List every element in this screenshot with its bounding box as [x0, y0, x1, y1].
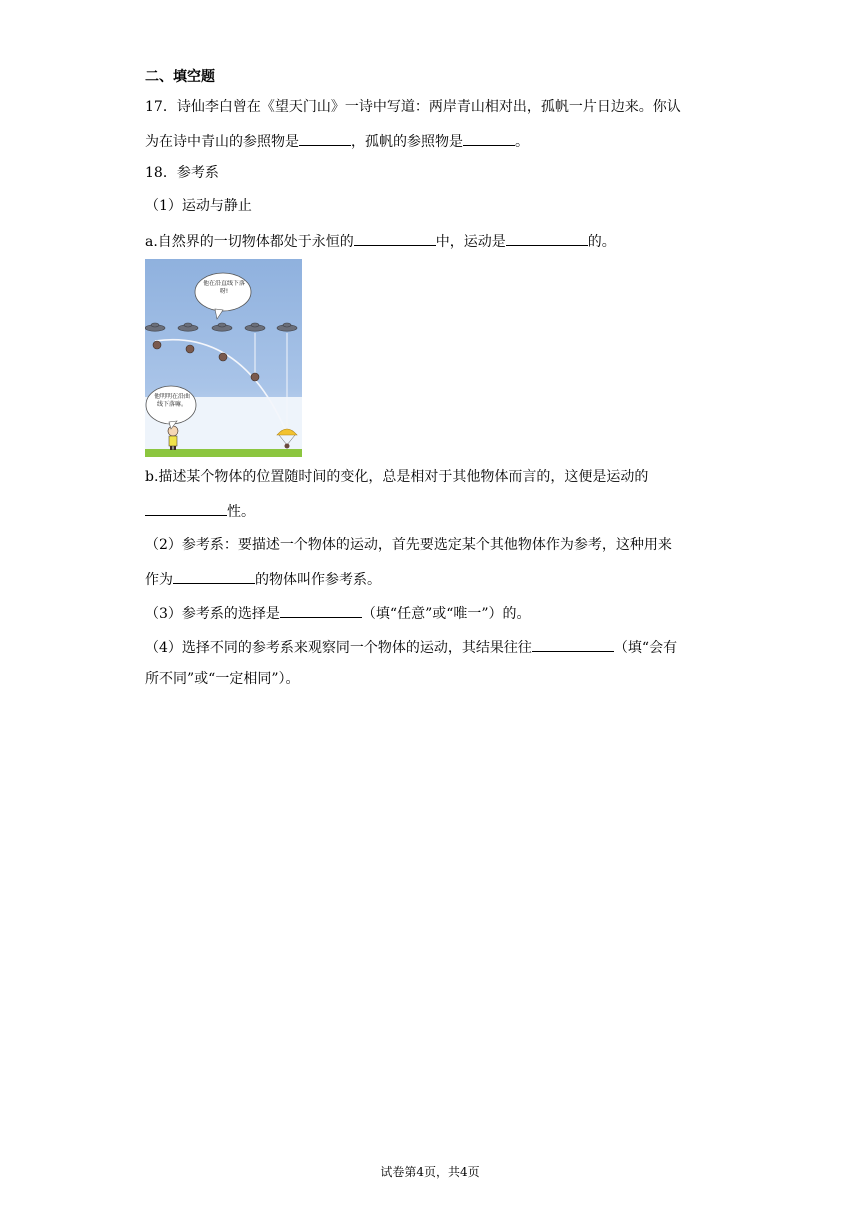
text: （3）参考系的选择是: [145, 606, 280, 622]
q18-part3: [145, 602, 531, 624]
answer-blank[interactable]: [354, 230, 436, 246]
text: 的物体叫作参考系。: [255, 572, 381, 588]
q17-line1: 17．诗仙李白曾在《望天门山》一诗中写道：两岸青山相对出，孤帆一片日边来。你认: [145, 99, 681, 115]
text: a.自然界的一切物体都处于永恒的: [145, 234, 354, 250]
q18-title: 18．参考系: [145, 165, 219, 181]
text: （填“任意”或“唯一”）的。: [361, 606, 531, 622]
text: 中，运动是: [435, 234, 506, 250]
q18-part1-b-line2: [145, 500, 255, 522]
q18-part1-a: [145, 230, 616, 252]
text: 作为: [145, 572, 173, 588]
page-footer: 试卷第4页，共4页: [380, 1165, 480, 1179]
q17-text-c: 。: [515, 134, 529, 150]
q17-text-b: ，孤帆的参照物是: [351, 134, 463, 150]
q18-part2-line1: （2）参考系：要描述一个物体的运动，首先要选定某个其他物体作为参考，这种用来: [145, 537, 672, 553]
q18-part4-line1: [145, 636, 677, 658]
answer-blank[interactable]: [173, 568, 255, 584]
answer-blank[interactable]: [280, 602, 362, 618]
q18-part1-b-line1: b.描述某个物体的位置随时间的变化，总是相对于其他物体而言的，这便是运动的: [145, 469, 649, 485]
answer-blank[interactable]: [532, 636, 614, 652]
bubble-top-text: 他在沿直线下落呀!: [203, 280, 245, 295]
q17-line2: [145, 130, 529, 152]
parachute-illustration: [145, 259, 302, 457]
text: 的。: [587, 234, 616, 250]
text: （4）选择不同的参考系来观察同一个物体的运动，其结果往往: [145, 640, 532, 656]
answer-blank[interactable]: [506, 230, 588, 246]
answer-blank[interactable]: [463, 130, 515, 146]
q18-part4-line2: 所不同”或“一定相同”）。: [145, 671, 300, 687]
q18-part1-title: （1）运动与静止: [145, 198, 252, 214]
ground: [145, 449, 302, 457]
q17-text-a: 为在诗中青山的参照物是: [145, 134, 299, 150]
answer-blank[interactable]: [299, 130, 351, 146]
illustration-svg: [145, 259, 302, 457]
bubble-left-text: 他明明在沿曲线下落嘛。: [153, 393, 190, 408]
section-title: 二、填空题: [145, 69, 215, 85]
text: （填“会有: [613, 640, 678, 656]
q18-part2-line2: [145, 568, 381, 590]
text: 性。: [227, 504, 255, 520]
answer-blank[interactable]: [145, 500, 227, 516]
